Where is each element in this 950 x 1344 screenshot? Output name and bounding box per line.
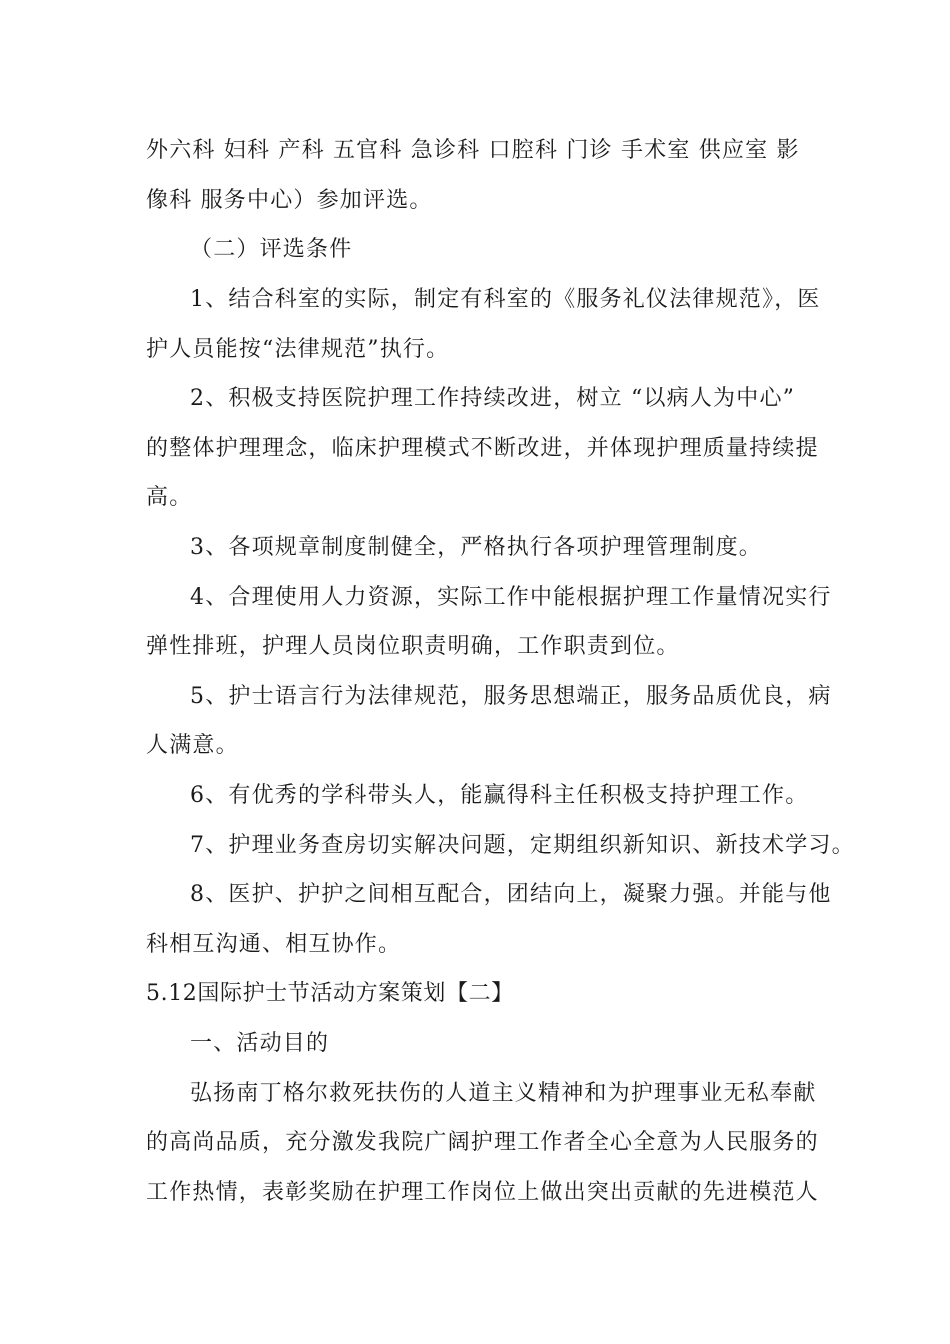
paragraph-line: 8、医护、护护之间相互配合，团结向上，凝聚力强。并能与他 (190, 882, 832, 907)
paragraph-line: 工作热情，表彰奖励在护理工作岗位上做出突出贡献的先进模范人 (146, 1180, 819, 1205)
paragraph-line: 像科 服务中心）参加评选。 (146, 188, 433, 213)
paragraph-line: 的整体护理理念，临床护理模式不断改进，并体现护理质量持续提 (146, 436, 819, 461)
paragraph-line: 的高尚品质，充分激发我院广阔护理工作者全心全意为人民服务的 (146, 1130, 819, 1155)
paragraph-line: 科相互沟通、相互协作。 (146, 932, 402, 957)
paragraph-line: 2、积极支持医院护理工作持续改进，树立 “以病人为中心” (190, 386, 796, 411)
paragraph-line: 3、各项规章制度制健全，严格执行各项护理管理制度。 (190, 535, 762, 560)
paragraph-line: 6、有优秀的学科带头人，能赢得科主任积极支持护理工作。 (190, 783, 809, 808)
section-heading: 一、活动目的 (190, 1031, 330, 1056)
section-heading: （二）评选条件 (190, 237, 353, 262)
paragraph-line: 1、结合科室的实际，制定有科室的《服务礼仪法律规范》，医 (190, 287, 821, 312)
paragraph-line: 7、护理业务查房切实解决问题，定期组织新知识、新技术学习。 (190, 833, 855, 858)
paragraph-line: 4、合理使用人力资源，实际工作中能根据护理工作量情况实行 (190, 585, 832, 610)
paragraph-line: 弹性排班，护理人员岗位职责明确，工作职责到位。 (146, 634, 680, 659)
paragraph-line: 人满意。 (146, 733, 239, 758)
paragraph-line: 弘扬南丁格尔救死扶伤的人道主义精神和为护理事业无私奉献 (190, 1081, 817, 1106)
paragraph-line: 高。 (146, 485, 193, 510)
section-title: 5.12国际护士节活动方案策划【二】 (146, 981, 514, 1006)
paragraph-line: 5、护士语言行为法律规范，服务思想端正，服务品质优良，病 (190, 684, 832, 709)
paragraph-line: 外六科 妇科 产科 五官科 急诊科 口腔科 门诊 手术室 供应室 影 (146, 138, 800, 163)
paragraph-line: 护人员能按“法律规范”执行。 (146, 337, 450, 362)
